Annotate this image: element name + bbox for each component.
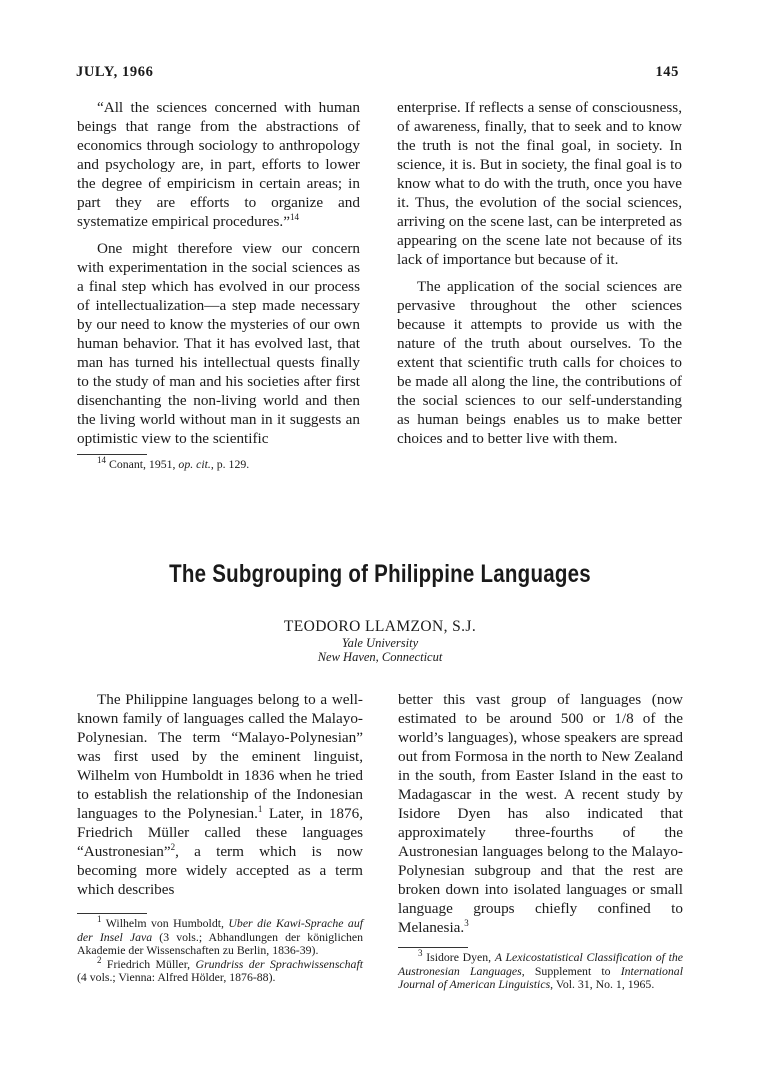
footnote-text: Wilhelm von Humboldt, [105,916,229,930]
footnote-ref-14: 14 [289,211,299,222]
footnote-number: 1 [97,914,102,925]
footnote-italic: Grundriss der Sprachwissenschaft [195,956,363,971]
footnote-text-end: (4 vols.; Vienna: Alfred Hölder, 1876-88). [77,970,276,985]
footnote-2 [77,954,363,985]
footnote-text-end: , p. 129. [210,457,250,471]
footnote-italic: A Lexicostatistical Classification of the Austronesian Languages [398,950,683,978]
footnote-ref-2: 2 [170,841,176,852]
footnote-text-end: (3 vols.; Abhandlungen der königlichen Akademie der Wissenschaften zu Berlin, 1836-39). [77,929,363,958]
page-number: 145 [655,64,679,80]
footnote-14 [77,455,360,472]
author-name: TEODORO LLAMZON, S.J. [283,618,477,635]
footnote-3 [398,948,683,992]
paragraph-text-3: , a term which is now becoming more widely accepted as a term which describes [77,843,363,898]
article-title: The Subgrouping of Philippine Languages [169,560,591,588]
body-paragraph-2: The application of the social sciences are pervasive throughout the other sciences because it attempts to provide us with the nature of the truth about ourselves. To the extent that scientific truth calls for choices to be made all along the line, the contributions of the social sciences to our self-understanding as human beings enables us to make better choices and to better live with them. [397,278,682,447]
footnote-rule [398,947,468,948]
affiliation-university: Yale University [341,636,419,650]
affiliation-location: New Haven, Connecticut [317,650,443,664]
footnote-ref-1: 1 [257,803,263,814]
paragraph-text: better this vast group of languages (now estimated to be around 500 or 1/8 of the world’s languages), whose speakers are spread out from Formosa in the north to New Zealand in the south, from Easter Island in the east to Madagascar in the west. A recent study by Isidore Dyen has also indicated that approximately three-fourths of the Austronesian languages belong to the Malayo-Polynesian subgroup and that the rest are broken down into isolated languages or small language groups chiefly confined to Melanesia. [398,691,683,936]
body-paragraph [398,690,683,937]
top-left-column [77,98,360,472]
paragraph-text: The Philippine languages belong to a well-known family of languages called the Malayo-Polynesian. The term “Malayo-Polynesian” was first used by the eminent linguist, Wilhelm von Humboldt in 1836 when he tried to establish the relationship of the Indonesian languages to the Polynesian. [77,691,363,822]
footnote-rule [77,913,147,914]
footnote-rule [77,454,147,455]
footnote-text: Friedrich Müller, [106,956,196,971]
body-paragraph: One might therefore view our concern with experimentation in the social sciences as a final step which has evolved in our process of intellectualization—a step made necessary by our need to know the mysteries of our own human behavior. That it has evolved last, that man has turned his intellectual quests finally to the study of man and his societies after first disenchanting the non-living world and then the living world without man in it suggests an optimistic view to the scientific [77,240,360,447]
body-paragraph [77,690,363,899]
footnote-text: Isidore Dyen, [426,950,495,964]
paragraph-text-2: Later, in 1876, Friedrich Müller called these languages “Austronesian” [77,805,363,860]
bottom-left-column [77,690,363,985]
quotation-paragraph [77,98,360,231]
bottom-right-column [398,690,683,992]
footnote-text-mid: , Supplement to [521,963,621,978]
footnote-text: Conant, 1951, [108,457,179,471]
footnote-number: 3 [418,948,423,959]
footnote-number: 2 [97,954,102,965]
body-paragraph: enterprise. If reflects a sense of consciousness, of awareness, finally, that to seek and to know the truth is not the final goal, in society. In science, it is. But in society, the final goal is to know what to do with the truth, once you have it. Thus, the evolution of the social sciences, arriving on the scene last, can be interpreted as appearing on the scene late not because of its lack of importance but because of it. [397,99,682,268]
footnote-italic: Uber die Kawi-Sprache auf der Insel Java [77,916,363,944]
top-right-column [397,98,682,448]
footnote-number: 14 [97,455,106,466]
footnote-italic-2: International Journal of American Linguistics [398,963,683,992]
footnote-1 [77,914,363,958]
running-header-date: JULY, 1966 [76,64,154,80]
footnote-ref-3: 3 [464,917,469,928]
footnote-text-end: , Vol. 31, No. 1, 1965. [550,977,655,992]
quotation-text: “All the sciences concerned with human beings that range from the abstractions of economics through sociology to anthropology and psychology are, in part, efforts to lower the degree of empiricism in certain areas; in part they are efforts to organize and systematize empirical procedures.” [77,99,360,230]
footnote-italic: op. cit. [178,457,211,471]
